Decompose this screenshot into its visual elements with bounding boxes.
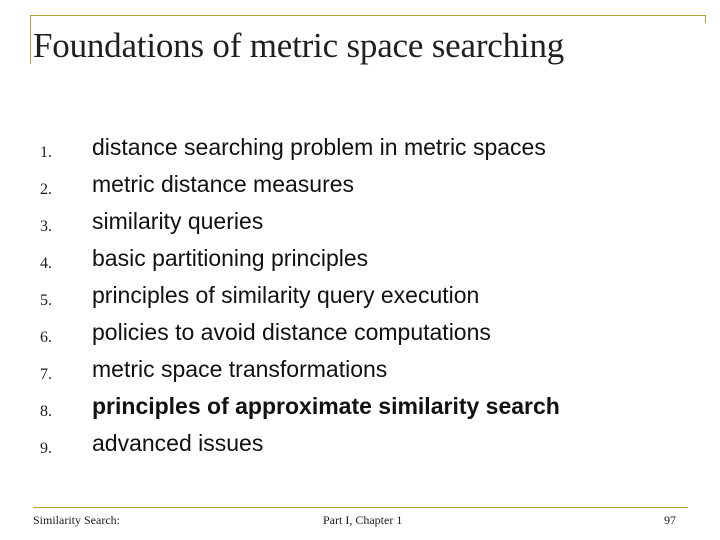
frame-right-tick [705,15,706,23]
list-item-text-highlighted: principles of approximate similarity search [92,393,560,419]
list-item-number: 4. [40,255,52,272]
list-item-text: metric distance measures [92,171,355,197]
list-item-number: 3. [40,218,52,235]
list-item-text: metric space transformations [92,356,388,382]
list-item-text: advanced issues [92,430,264,456]
list-item-text: basic partitioning principles [92,245,369,271]
footer-rule [33,507,688,508]
list-item-number: 6. [40,329,52,346]
list-item-number: 5. [40,292,52,309]
frame-top-rule [30,15,705,16]
list-item-number: 8. [40,403,52,420]
list-item-text: similarity queries [92,208,264,234]
slide-title: Foundations of metric space searching [33,26,565,65]
list-item-number: 9. [40,440,52,457]
list-item-number: 1. [40,144,52,161]
list-item-text: distance searching problem in metric spaces [92,134,546,160]
list-item-number: 7. [40,366,52,383]
frame-left-rule [30,15,31,64]
list-item-text: principles of similarity query execution [92,282,480,308]
footer-course-title: Similarity Search: [33,513,120,527]
list-item-number: 2. [40,181,52,198]
footer-chapter: Part I, Chapter 1 [323,513,403,527]
list-item-text: policies to avoid distance computations [92,319,491,345]
footer-page-number: 97 [664,513,676,527]
